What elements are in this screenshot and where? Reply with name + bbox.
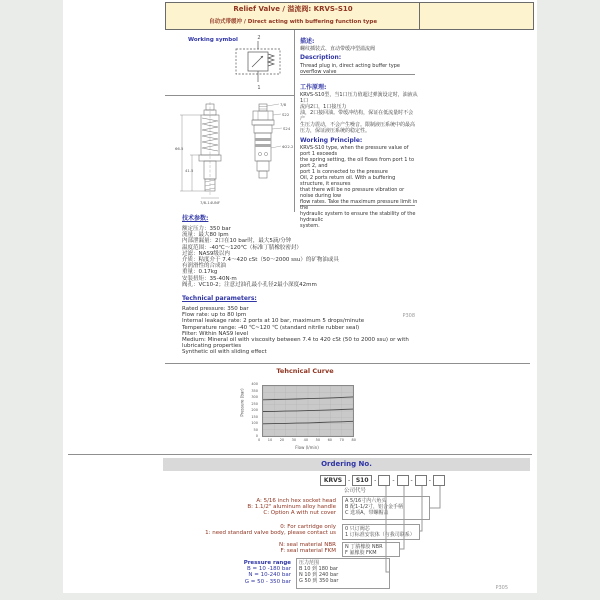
adjustment-option-cn: A 5/16寸内六角头 — [345, 498, 387, 504]
tech-param-line-cn: 阀孔：VC10-2；注意过油孔最小孔径2最小深度42mm — [182, 281, 317, 288]
seal-option-en: N: seal material NBR — [278, 542, 336, 548]
body-option-cn: 0 只订阀芯 — [345, 526, 370, 532]
seal-option-cn: N 丁腈橡胶 NBR — [345, 544, 383, 550]
tech-params-heading-cn: 技术参数: — [182, 215, 209, 222]
pressure-range-option-cn: B 10 到 180 bar — [299, 566, 338, 572]
code-separator: - — [348, 477, 351, 484]
tech-param-line-cn: 有润滑性的合成油 — [182, 263, 227, 270]
principle-line-cn: 生压力震动，不会产生噪音。限制液压系统中的最高 — [300, 122, 416, 128]
principle-line-cn: 油，2口接回油。带缓冲结构，保证在低流量时不会产 — [300, 110, 414, 122]
body-options-box — [342, 524, 420, 540]
company-code-label: 公司代号 — [344, 488, 367, 494]
description-text-cn: 螺纹插装式、直动带缓冲型溢流阀 — [300, 46, 376, 52]
port-top-label: 2 — [257, 35, 261, 41]
seal-options-box — [342, 542, 400, 557]
pressure-range-option-en: G = 50 - 350 bar — [244, 578, 291, 585]
principle-line-cn: 流向2口，1口接压力 — [300, 104, 347, 110]
code-separator: - — [410, 477, 413, 484]
pressure-range-option-cn: N 10 到 240 bar — [299, 572, 339, 578]
principle-line-cn: KRVS-S10型，当1口压力值超过弹簧设定时，油液从1口 — [300, 92, 418, 104]
curve-plot-svg — [263, 386, 353, 436]
description-heading-en: Description: — [300, 54, 342, 61]
tech-param-line-cn: 额定压力：350 bar — [182, 226, 231, 232]
ordering-bar-label: Ordering No. — [321, 460, 372, 468]
pressure-range-option-cn: G 50 到 350 bar — [299, 578, 339, 584]
tech-param-line-en: Medium: Mineral oil with viscosity between 7.4 to 420 cSt (50 to 2000 ssu) or with — [182, 337, 409, 344]
adjustment-option-cn: B 配1-1/2寸，铝合金手柄 — [345, 504, 404, 510]
code-box-prefix: KRVS — [320, 475, 346, 486]
code-box-blank-1 — [378, 475, 390, 486]
tech-param-line-en: Temperature range: -40 ℃~120 ℃ (standard nitrile rubber seal) — [182, 324, 360, 331]
page-number-mid: P308 — [402, 313, 415, 319]
tech-param-line-en: Flow rate: up to 80 lpm — [182, 312, 247, 319]
description-heading-cn: 描述: — [300, 38, 315, 45]
port-bottom-label: 1 — [257, 85, 261, 91]
adjustment-option-en: B: 1.1/2" aluminum alloy handle — [247, 504, 336, 511]
rule-above-curve-section — [165, 363, 530, 364]
curve-plot — [262, 385, 354, 437]
adjustment-option-cn: C 选项A，带螺帽盖 — [345, 510, 389, 516]
header-band — [165, 2, 534, 30]
code-separator: - — [428, 477, 431, 484]
dim-lower-label: 41.5 — [185, 168, 194, 173]
x-tick-labels: 0 10 20 30 40 50 60 70 80 — [258, 438, 356, 442]
thread-spec-label: 7/8-14UNF — [199, 200, 221, 205]
tech-param-line-cn: 流量：最大80 lpm — [182, 232, 229, 239]
adjustment-option-en: A: 5/16 inch hex socket head — [256, 498, 336, 504]
code-box-blank-4 — [433, 475, 445, 486]
code-separator: - — [374, 477, 377, 484]
tech-param-line-en: Synthetic oil with sliding effect — [182, 349, 267, 356]
body-option-en: 0: For cartridge only — [280, 524, 336, 530]
curve-title: Tehcnical Curve — [276, 367, 334, 375]
o-ring-groove-2 — [255, 144, 271, 147]
tech-param-line-en: lubricating properties — [182, 343, 242, 350]
pressure-range-en — [200, 560, 291, 585]
principle-line-cn: 压力，保证液压系统的稳定性。 — [300, 128, 371, 134]
principle-line-en: system. — [300, 223, 320, 229]
page-title: Relief Valve / 溢流阀: KRVS-S10 — [233, 5, 353, 13]
y-axis-label: Pressure (bar) — [239, 388, 245, 417]
working-symbol-label: Working symbol — [188, 37, 238, 43]
seal-option-cn: F 氟橡胶 FKM — [345, 550, 377, 556]
symbol-dashed-frame — [236, 49, 280, 74]
body-option-cn: 1 订标准安装体（与我司联系） — [345, 532, 415, 538]
adjustment-option-en: C: Option A with nut cover — [263, 510, 336, 517]
tech-param-line-cn: 过滤：NAS9级以内 — [182, 250, 230, 257]
principle-line-en: Oil, 2 ports return oil. With a buffering structure, it ensures — [300, 175, 396, 187]
page-subtitle: 自动式带缓冲 / Direct acting with buffering function type — [208, 19, 378, 25]
pressure-range-label-cn: 压力范围 — [299, 560, 320, 566]
x-axis-label: Flow (l/min) — [295, 445, 319, 450]
principle-line-en: hydraulic system to ensure the stability of the hydraulic — [300, 211, 416, 223]
pressure-range-box — [296, 558, 390, 589]
tech-params-heading-en: Technical parameters: — [182, 295, 257, 302]
stud-dim-label: 7/8 — [280, 102, 287, 107]
rule-above-ordering — [68, 454, 532, 455]
working-symbol-diagram — [226, 32, 290, 92]
y-tick-labels: 400 350 300 250 200 150 100 50 0 — [251, 382, 258, 438]
tech-param-line-en: Internal leakage rate: 2 ports at 10 bar, maximum 5 drops/minute — [182, 318, 365, 325]
ordering-bar — [163, 458, 530, 471]
principle-paragraph-cn — [300, 92, 418, 134]
tech-param-line-en: Filter: Within NAS9 level — [182, 330, 249, 337]
body-options-en — [150, 524, 336, 536]
pressure-range-option-en: B = 10 -180 bar — [247, 566, 291, 573]
adjustment-options-box — [342, 496, 430, 520]
code-box-blank-3 — [415, 475, 427, 486]
principle-line-en: the spring setting, the oil flows from port 1 to port 2, and — [300, 157, 415, 169]
o-ring-groove — [255, 138, 271, 141]
tech-params-en — [182, 306, 422, 356]
symbol-valve-square — [248, 52, 268, 71]
rule-under-symbol — [165, 95, 294, 96]
tech-param-line-cn: 重量：0.17kg — [182, 269, 218, 276]
code-separator: - — [392, 477, 395, 484]
tech-param-line-cn: 介质：粘度介于 7.4～420 cSt（50～2000 ssu）的矿物油或具 — [182, 257, 339, 264]
hex-head — [253, 111, 273, 120]
principle-heading-en: Working Principle: — [300, 137, 363, 144]
tech-param-line-en: Rated pressure: 350 bar — [182, 306, 249, 312]
principle-line-en: port 1 is connected to the pressure — [300, 169, 388, 175]
principle-line-en: flow rates. Take the maximum pressure limit in the — [300, 199, 418, 211]
body-option-en: 1: need standard valve body, please contact us — [205, 530, 336, 537]
hex2-dim-label: S24 — [283, 126, 291, 131]
adjustment-options-en — [180, 498, 336, 517]
pressure-range-label-en: Pressure range — [243, 560, 291, 566]
description-text-en: Thread plug in, direct acting buffer type overflow valve — [300, 63, 400, 75]
principle-line-en: that there will be no pressure vibration or noise during low — [300, 187, 405, 199]
ordering-code-row — [320, 475, 445, 486]
header-cell-divider — [419, 3, 420, 29]
seal-options-en — [230, 542, 336, 554]
principle-paragraph-en — [300, 145, 418, 229]
principle-heading-cn: 工作原理: — [300, 84, 327, 91]
tech-params-cn — [182, 226, 422, 288]
page-number-bottom: P305 — [495, 585, 508, 591]
tech-param-line-cn: 安装扭矩：35-40N·m — [182, 275, 237, 282]
code-box-series: S10 — [352, 475, 372, 486]
seal-option-en: F: seal material FKM — [280, 548, 336, 555]
hex-dim-label: S22 — [282, 112, 290, 117]
tech-param-line-cn: 内部泄漏量：2口在10 bar时，最大5滴/分钟 — [182, 238, 292, 245]
code-box-blank-2 — [397, 475, 409, 486]
tech-param-line-cn: 温度范围：-40℃～120℃（标准丁腈橡胶密封） — [182, 244, 302, 251]
principle-line-en: KRVS-S10 type, when the pressure value of port 1 exceeds — [300, 145, 409, 157]
valve-drawing — [168, 98, 298, 210]
dim-total-label: 66.5 — [175, 146, 184, 151]
pressure-range-option-en: N = 10-240 bar — [248, 572, 291, 579]
dia-dim-label: Φ22.2 — [282, 144, 294, 149]
symbol-spring — [268, 54, 274, 66]
